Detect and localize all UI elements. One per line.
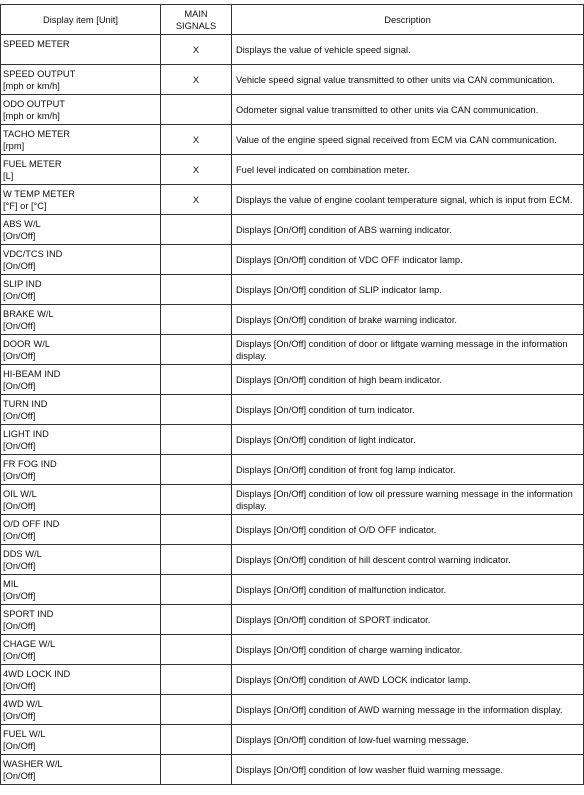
display-item-unit: [On/Off] [3,651,36,661]
main-signal-mark [161,275,232,305]
display-item-name: OIL W/L [3,489,37,499]
header-description: Description [232,5,584,35]
table-row [1,245,584,275]
display-item-cell [1,125,161,155]
table-row [1,605,584,635]
table-row [1,695,584,725]
description-cell: Displays [On/Off] condition of charge warning indicator. [232,635,584,665]
display-item-cell [1,425,161,455]
table-row [1,425,584,455]
display-item-unit: [rpm] [3,141,25,151]
display-item-cell [1,335,161,365]
display-item-cell [1,95,161,125]
description-cell: Value of the engine speed signal received from ECM via CAN communication. [232,125,584,155]
description-cell: Displays [On/Off] condition of door or liftgate warning message in the information display. [232,335,584,365]
table-row [1,335,584,365]
description-cell: Displays [On/Off] condition of low oil pressure warning message in the information display. [232,485,584,515]
description-cell: Displays [On/Off] condition of malfunction indicator. [232,575,584,605]
display-item-cell [1,545,161,575]
display-item-cell [1,185,161,215]
main-signal-mark [161,545,232,575]
description-cell: Displays [On/Off] condition of O/D OFF indicator. [232,515,584,545]
display-item-unit: [On/Off] [3,681,36,691]
display-item-unit: [On/Off] [3,411,36,421]
main-signal-mark [161,305,232,335]
display-item-unit: [mph or km/h] [3,81,60,91]
main-signal-mark [161,215,232,245]
display-item-cell [1,395,161,425]
display-item-unit: [mph or km/h] [3,111,60,121]
display-item-cell [1,155,161,185]
display-item-name: 4WD W/L [3,699,43,709]
main-signal-mark [161,515,232,545]
display-item-name: FUEL W/L [3,729,46,739]
description-cell: Displays the value of engine coolant temperature signal, which is input from ECM. [232,185,584,215]
main-signal-mark [161,575,232,605]
display-item-name: ODO OUTPUT [3,99,65,109]
table-row [1,95,584,125]
table-row [1,575,584,605]
display-item-unit: [On/Off] [3,231,36,241]
description-cell: Displays [On/Off] condition of VDC OFF indicator lamp. [232,245,584,275]
display-item-name: VDC/TCS IND [3,249,63,259]
display-item-cell [1,245,161,275]
description-cell: Displays the value of vehicle speed signal. [232,35,584,65]
main-signal-mark [161,335,232,365]
table-row [1,35,584,65]
description-cell: Displays [On/Off] condition of light indicator. [232,425,584,455]
table-row [1,725,584,755]
display-item-unit: [On/Off] [3,471,36,481]
table-row [1,275,584,305]
description-cell: Displays [On/Off] condition of SLIP indicator lamp. [232,275,584,305]
display-item-name: CHAGE W/L [3,639,56,649]
main-signal-mark [161,365,232,395]
description-cell: Displays [On/Off] condition of turn indicator. [232,395,584,425]
header-row [1,5,584,35]
description-cell: Odometer signal value transmitted to other units via CAN communication. [232,95,584,125]
main-signal-mark: X [161,155,232,185]
table-row [1,545,584,575]
display-item-unit: [On/Off] [3,291,36,301]
display-item-name: SPEED OUTPUT [3,69,76,79]
description-cell: Displays [On/Off] condition of ABS warning indicator. [232,215,584,245]
main-signal-mark [161,695,232,725]
description-cell: Displays [On/Off] condition of SPORT indicator. [232,605,584,635]
description-cell: Displays [On/Off] condition of brake warning indicator. [232,305,584,335]
table-row [1,305,584,335]
display-item-cell [1,455,161,485]
display-item-unit: [On/Off] [3,771,36,781]
main-signal-mark [161,95,232,125]
display-item-name: 4WD LOCK IND [3,669,71,679]
display-item-unit: [On/Off] [3,501,36,511]
display-item-unit: [On/Off] [3,711,36,721]
display-item-unit: [On/Off] [3,351,36,361]
display-item-name: W TEMP METER [3,189,75,199]
display-item-unit: [On/Off] [3,531,36,541]
display-item-name: WASHER W/L [3,759,63,769]
display-item-unit: [On/Off] [3,741,36,751]
display-item-cell [1,575,161,605]
display-item-name: HI-BEAM IND [3,369,61,379]
main-signal-mark [161,455,232,485]
description-cell: Vehicle speed signal value transmitted to other units via CAN communication. [232,65,584,95]
main-signal-mark: X [161,185,232,215]
main-signal-mark [161,395,232,425]
display-item-unit: [On/Off] [3,321,36,331]
table-row [1,215,584,245]
display-item-cell [1,695,161,725]
table-row [1,515,584,545]
display-item-cell [1,515,161,545]
display-item-cell [1,215,161,245]
display-item-unit: [On/Off] [3,261,36,271]
main-signal-mark [161,245,232,275]
header-main-signals: MAIN SIGNALS [161,5,232,35]
main-signal-mark [161,605,232,635]
display-item-name: DDS W/L [3,549,42,559]
display-item-cell [1,755,161,785]
display-item-cell [1,665,161,695]
display-item-unit: [L] [3,171,14,181]
main-signal-mark [161,725,232,755]
description-cell: Displays [On/Off] condition of low washer fluid warning message. [232,755,584,785]
display-item-name: LIGHT IND [3,429,49,439]
display-item-name: FUEL METER [3,159,62,169]
table-row [1,155,584,185]
main-signal-mark [161,485,232,515]
data-monitor-table [0,4,584,785]
description-cell: Displays [On/Off] condition of hill descent control warning indicator. [232,545,584,575]
main-signal-mark: X [161,125,232,155]
table-row [1,665,584,695]
display-item-cell [1,485,161,515]
main-signal-mark: X [161,65,232,95]
table-row [1,365,584,395]
main-signal-mark: X [161,35,232,65]
description-cell: Displays [On/Off] condition of low-fuel warning message. [232,725,584,755]
display-item-name: BRAKE W/L [3,309,54,319]
display-item-name: MIL [3,579,19,589]
display-item-unit: [On/Off] [3,621,36,631]
display-item-name: TURN IND [3,399,48,409]
description-cell: Displays [On/Off] condition of AWD LOCK indicator lamp. [232,665,584,695]
display-item-name: TACHO METER [3,129,70,139]
display-item-name: O/D OFF IND [3,519,60,529]
main-signal-mark [161,665,232,695]
table-row [1,185,584,215]
display-item-unit: [On/Off] [3,591,36,601]
main-signal-mark [161,635,232,665]
table-row [1,635,584,665]
table-row [1,395,584,425]
display-item-unit: [On/Off] [3,381,36,391]
display-item-cell [1,365,161,395]
display-item-cell [1,35,161,65]
description-cell: Displays [On/Off] condition of AWD warning message in the information display. [232,695,584,725]
table-row [1,485,584,515]
description-cell: Displays [On/Off] condition of high beam indicator. [232,365,584,395]
display-item-cell [1,65,161,95]
display-item-cell [1,605,161,635]
display-item-cell [1,305,161,335]
table-row [1,125,584,155]
header-display-item: Display item [Unit] [1,5,161,35]
display-item-name: SPEED METER [3,39,70,49]
display-item-unit: [°F] or [°C] [3,201,47,211]
main-signal-mark [161,755,232,785]
table-row [1,455,584,485]
display-item-name: ABS W/L [3,219,41,229]
table-row [1,755,584,785]
display-item-cell [1,635,161,665]
display-item-name: FR FOG IND [3,459,57,469]
display-item-name: SPORT IND [3,609,54,619]
description-cell: Displays [On/Off] condition of front fog lamp indicator. [232,455,584,485]
description-cell: Fuel level indicated on combination meter. [232,155,584,185]
display-item-name: SLIP IND [3,279,42,289]
main-signal-mark [161,425,232,455]
display-item-unit: [On/Off] [3,561,36,571]
display-item-unit: [On/Off] [3,441,36,451]
display-item-cell [1,725,161,755]
table-row [1,65,584,95]
display-item-cell [1,275,161,305]
display-item-name: DOOR W/L [3,339,51,349]
